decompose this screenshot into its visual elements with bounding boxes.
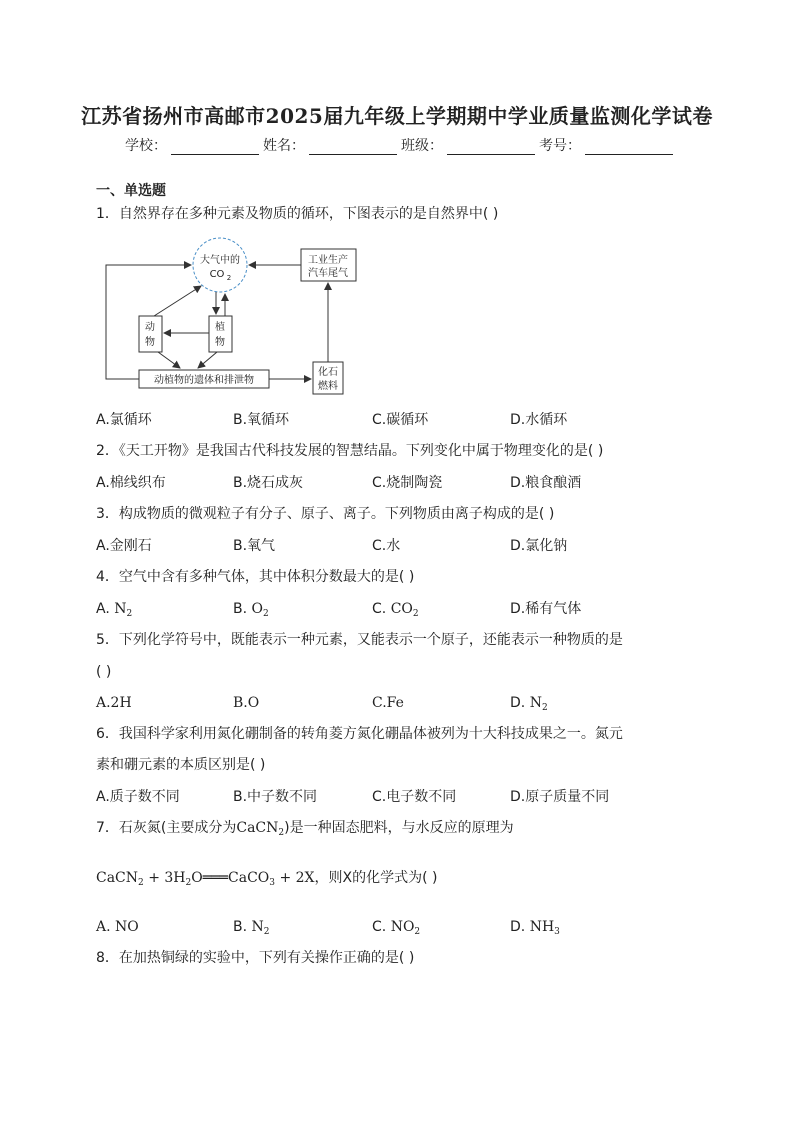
class-label: 班级： bbox=[401, 138, 443, 154]
q5-option-c[interactable]: C.Fe bbox=[372, 695, 404, 711]
q4-option-d[interactable]: D.稀有气体 bbox=[510, 601, 582, 617]
q7-option-a[interactable]: A. NO bbox=[96, 919, 139, 935]
q1-option-a[interactable]: A.氯循环 bbox=[96, 412, 152, 428]
q2-option-b[interactable]: B.烧石成灰 bbox=[233, 475, 304, 491]
q3-option-c[interactable]: C.水 bbox=[372, 538, 401, 554]
question-6-stem-line-1: 6．我国科学家利用氮化硼制备的转角菱方氮化硼晶体被列为十大科技成果之一。氮元 bbox=[96, 726, 623, 742]
reaction-arrow: ═══ bbox=[202, 870, 229, 886]
q3-option-a[interactable]: A.金刚石 bbox=[96, 538, 152, 554]
co2-label-sub: 2 bbox=[226, 274, 232, 282]
question-8-stem: 8．在加热铜绿的实验中，下列有关操作正确的是( ) bbox=[96, 950, 415, 966]
question-3-stem: 3．构成物质的微观粒子有分子、原子、离子。下列物质由离子构成的是( ) bbox=[96, 506, 555, 522]
q6-option-c[interactable]: C.电子数不同 bbox=[372, 789, 457, 805]
q2-option-c[interactable]: C.烧制陶瓷 bbox=[372, 475, 443, 491]
q7-option-d[interactable]: D. $NH_3$ bbox=[510, 919, 560, 937]
q1-option-d[interactable]: D.水循环 bbox=[510, 412, 568, 428]
question-1-stem: 1．自然界存在多种元素及物质的循环，下图表示的是自然界中( ) bbox=[96, 206, 499, 222]
school-blank[interactable] bbox=[171, 138, 259, 155]
q5-option-d[interactable]: D. $N_2$ bbox=[510, 695, 548, 713]
question-4-stem: 4．空气中含有多种气体，其中体积分数最大的是( ) bbox=[96, 569, 415, 585]
animal-label-1: 动 bbox=[145, 322, 155, 333]
q2-option-d[interactable]: D.粮食酿酒 bbox=[510, 475, 582, 491]
plant-label-2: 物 bbox=[215, 337, 225, 348]
remains-label: 动植物的遗体和排泄物 bbox=[154, 375, 254, 386]
exam-number-blank[interactable] bbox=[585, 138, 673, 155]
question-6-stem-line-2: 素和硼元素的本质区别是( ) bbox=[96, 757, 266, 773]
question-7-equation: CaCN$_2$ + $3H_2O═══CaCO_3 + 2X$，则X的化学式为( ) bbox=[96, 870, 438, 888]
exam-title: 江苏省扬州市高邮市2025届九年级上学期期中学业质量监测化学试卷 bbox=[81, 104, 713, 128]
co2-label-2: CO bbox=[209, 269, 225, 280]
q6-option-a[interactable]: A.质子数不同 bbox=[96, 789, 180, 805]
question-5-stem-line-2: ( ) bbox=[96, 664, 112, 680]
co2-label-1: 大气中的 bbox=[200, 255, 240, 266]
q6-option-b[interactable]: B.中子数不同 bbox=[233, 789, 318, 805]
school-label: 学校： bbox=[125, 138, 167, 154]
q5-option-a[interactable]: A.2H bbox=[96, 695, 132, 711]
q4-option-b[interactable]: B. $O_2$ bbox=[233, 601, 269, 619]
q3-option-d[interactable]: D.氯化钠 bbox=[510, 538, 568, 554]
question-2-stem: 2．《天工开物》是我国古代科技发展的智慧结晶。下列变化中属于物理变化的是( ) bbox=[96, 443, 604, 459]
exam-number-label: 考号： bbox=[539, 138, 581, 154]
q1-option-b[interactable]: B.氧循环 bbox=[233, 412, 290, 428]
q3-option-b[interactable]: B.氧气 bbox=[233, 538, 276, 554]
animal-label-2: 物 bbox=[145, 337, 155, 348]
question-5-stem-line-1: 5．下列化学符号中，既能表示一种元素，又能表示一个原子，还能表示一种物质的是 bbox=[96, 632, 623, 648]
plant-label-1: 植 bbox=[215, 322, 225, 333]
q4-option-a[interactable]: A. $N_2$ bbox=[96, 601, 133, 619]
q6-option-d[interactable]: D.原子质量不同 bbox=[510, 789, 610, 805]
q5-option-b[interactable]: B.O bbox=[233, 695, 260, 711]
fossil-label-2: 燃料 bbox=[318, 381, 338, 392]
question-7-stem: 7．石灰氮(主要成分为CaCN$_2$)是一种固态肥料，与水反应的原理为 bbox=[96, 820, 514, 838]
section-heading: 一、单选题 bbox=[96, 183, 166, 199]
name-blank[interactable] bbox=[309, 138, 397, 155]
q7-option-c[interactable]: C. $NO_2$ bbox=[372, 919, 421, 937]
q4-option-c[interactable]: C. $CO_2$ bbox=[372, 601, 419, 619]
q2-option-a[interactable]: A.棉线织布 bbox=[96, 475, 166, 491]
class-blank[interactable] bbox=[447, 138, 535, 155]
q7-option-b[interactable]: B. $N_2$ bbox=[233, 919, 270, 937]
industry-label-1: 工业生产 bbox=[308, 255, 348, 266]
industry-label-2: 汽车尾气 bbox=[308, 268, 348, 279]
fossil-label-1: 化石 bbox=[318, 367, 338, 378]
name-label: 姓名： bbox=[263, 138, 305, 154]
q1-option-c[interactable]: C.碳循环 bbox=[372, 412, 429, 428]
carbon-cycle-diagram bbox=[98, 236, 368, 396]
student-info-row bbox=[125, 135, 677, 155]
